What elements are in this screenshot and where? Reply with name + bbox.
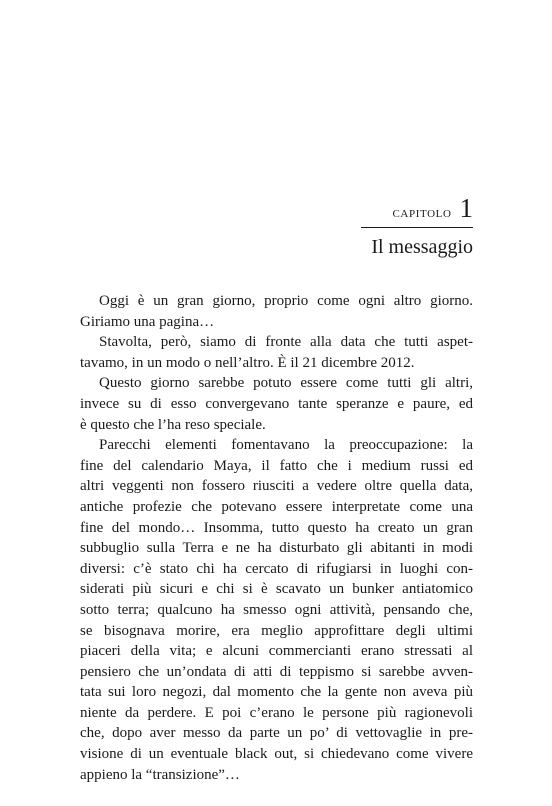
chapter-header [80,193,473,259]
text-line: piaceri della vita; e alcuni commercianti erano stressati al [80,643,473,660]
text-line: fine del mondo… Insomma, tutto questo ha creato un gran [80,519,473,536]
chapter-number: 1 [459,193,473,223]
text-line: è questo che l’ha reso speciale. [80,416,266,433]
text-line: visione di un eventuale black out, si chiedevano come vivere [80,746,473,763]
paragraph [80,435,473,785]
chapter-label: CAPITOLO [392,208,452,220]
text-line: che, dopo aver messo da parte un po’ di vettovaglie in pre- [80,725,473,742]
chapter-label-row [80,193,473,223]
text-line: pensiero che un’ondata di atti di teppismo si sarebbe avven- [80,663,473,680]
text-line: tavamo, in un modo o nell’altro. È il 21 dicembre 2012. [80,354,415,371]
text-line: Parecchi elementi fomentavano la preoccupazione: la [99,437,473,454]
body-text [80,291,473,785]
text-line: niente da perdere. E poi c’erano le persone più ragionevoli [80,704,473,721]
paragraph [80,373,473,435]
text-line: fine del calendario Maya, il fatto che i medium russi ed [80,457,473,474]
text-line: subbuglio sulla Terra e ne ha disturbato gli abitanti in modi [80,540,473,557]
text-line: appieno la “transizione”… [80,766,240,783]
text-line: Stavolta, però, siamo di fronte alla data che tutti aspet- [99,334,473,351]
text-line: Oggi è un gran giorno, proprio come ogni altro giorno. [99,293,473,309]
text-line: invece su di esso convergevano tante speranze e paure, ed [80,395,473,412]
text-line: diversi: c’è stato chi ha cercato di rifugiarsi in luoghi con- [80,560,473,577]
text-line: altri veggenti non fossero riusciti a vedere oltre quella data, [80,478,473,495]
text-line: tata sui loro negozi, dal momento che la gente non aveva più [80,684,473,701]
text-line: Questo giorno sarebbe potuto essere come tutti gli altri, [99,375,473,392]
paragraph [80,291,473,332]
paragraph [80,332,473,373]
text-line: siderati più sicuri e chi si è scavato un bunker antiatomico [80,581,473,598]
text-line: se bisognava morire, era meglio approfittare degli ultimi [80,622,473,639]
text-line: antiche profezie che potevano essere interpretate come una [80,498,473,515]
text-line: sotto terra; qualcuno ha smesso ogni attività, pensando che, [80,601,473,618]
chapter-title: Il messaggio [371,236,473,258]
text-line: Giriamo una pagina… [80,313,215,330]
chapter-divider [361,227,473,228]
